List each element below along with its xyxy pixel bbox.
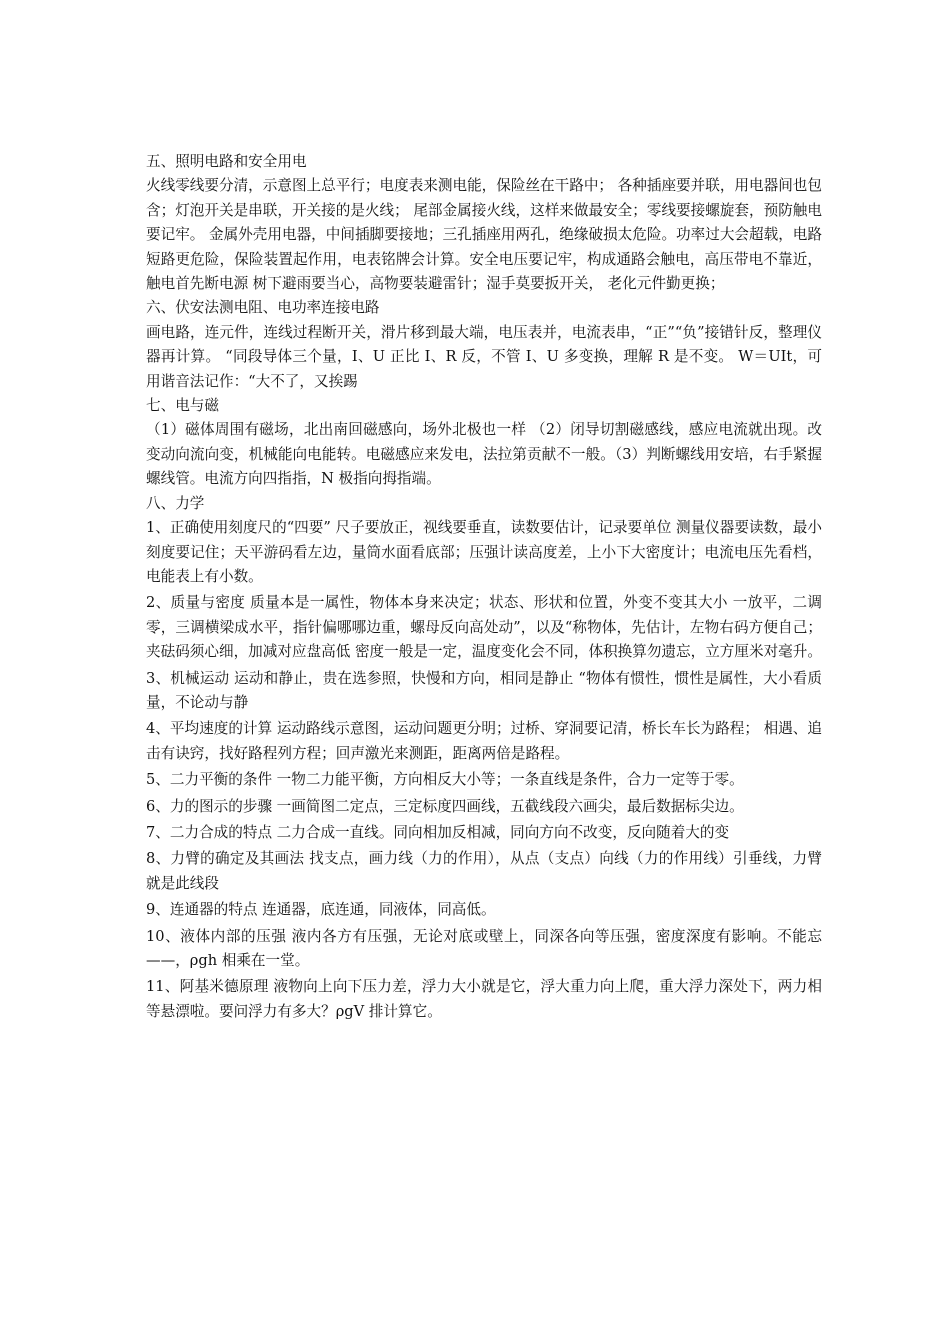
section-heading-mechanics: 八、力学 [146, 494, 205, 512]
paragraph-electromagnetism: （1）磁体周围有磁场，北出南回磁感向，场外北极也一样 （2）闭导切割磁感线，感应电流就出现。改变动向流向变，机械能向电能转。电磁感应来发电，法拉第贡献不一般。（3）判断螺线用安培，右手紧握螺线管。电流方向四指指，N 极指向拇指端。 [146, 421, 822, 488]
document-body [146, 150, 822, 1024]
paragraph-ruler-usage: 1、正确使用刻度尺的“四要” 尺子要放正，视线要垂直，读数要估计，记录要单位 测量仪器要读数，最小刻度要记住；天平游码看左边，量筒水面看底部；压强计读高度差，上小下大密度计；电流电压先看档，电能表上有小数。 [146, 519, 822, 585]
section-heading-lighting-safety: 五、照明电路和安全用电 [146, 153, 307, 170]
paragraph-liquid-pressure: 10、液体内部的压强 液内各方有压强，无论对底或壁上，同深各向等压强，密度深度有影响。不能忘——，ρgh 相乘在一堂。 [146, 927, 822, 969]
paragraph-mechanical-motion: 3、机械运动 运动和静止，贵在选参照，快慢和方向，相同是静止 “物体有惯性，惯性是属性，大小看质量，不论动与静 [146, 669, 822, 711]
paragraph-lever-arm: 8、力臂的确定及其画法 找支点，画力线（力的作用），从点（支点）向线（力的作用线）引垂线，力臂就是此线段 [146, 850, 822, 892]
paragraph-force-composition: 7、二力合成的特点 二力合成一直线。同向相加反相减，同向方向不改变，反向随着大的变 [146, 823, 730, 841]
section-heading-voltammetry: 六、伏安法测电阻、电功率连接电路 [146, 299, 380, 317]
paragraph-lighting-safety: 火线零线要分清，示意图上总平行；电度表来测电能，保险丝在干路中； 各种插座要并联，用电器间也包含；灯泡开关是串联，开关接的是火线； 尾部金属接火线，这样来做最安全；零线要接螺旋套，预防触电要记牢。 金属外壳用电器，中间插脚要接地；三孔插座用两孔，绝缘破损太危险。功率过大会超载，电路短路更危险，保险装置起作用，电表铭牌会计算。安全电压要记牢，构成通路会触电，高压带电不靠近，触电首先断电源 树下避雨要当心，高物要装避雷针；湿手莫要扳开关， 老化元件勤更换； [146, 177, 822, 293]
paragraph-force-diagram: 6、力的图示的步骤 一画简图二定点，三定标度四画线，五截线段六画尖，最后数据标尖边。 [146, 797, 744, 815]
paragraph-average-speed: 4、平均速度的计算 运动路线示意图，运动问题更分明；过桥、穿洞要记清，桥长车长为路程； 相遇、追击有诀窍，找好路程列方程；回声激光来测距，距离两倍是路程。 [146, 720, 822, 762]
section-heading-electromagnetism: 七、电与磁 [146, 397, 219, 415]
paragraph-voltammetry: 画电路，连元件，连线过程断开关，滑片移到最大端，电压表并，电流表串，“正”“负”接错针反，整理仪器再计算。 “同段导体三个量，I、U 正比 I、R 反，不管 I、U 多变换，理解 R 是不变。 W＝UIt，可用谐音法记作：“大不了，又挨踢 [146, 323, 822, 390]
paragraph-archimedes: 11、阿基米德原理 液物向上向下压力差，浮力大小就是它，浮大重力向上爬，重大浮力深处下，两力相等悬漂啦。要问浮力有多大？ρgV 排计算它。 [146, 978, 822, 1020]
paragraph-force-balance: 5、二力平衡的条件 一物二力能平衡，方向相反大小等；一条直线是条件，合力一定等于零。 [146, 771, 744, 789]
paragraph-connected-vessels: 9、连通器的特点 连通器，底连通，同液体，同高低。 [146, 901, 496, 919]
paragraph-mass-density: 2、质量与密度 质量本是一属性，物体本身来决定；状态、形状和位置，外变不变其大小 一放平，二调零，三调横梁成水平，指针偏哪哪边重，螺母反向高处动”，以及“称物体，先估计，左物右码方便自己；夹砝码须心细，加减对应盘高低 密度一般是一定，温度变化会不同，体积换算勿遗忘，立方厘米对毫升。 [146, 594, 822, 661]
